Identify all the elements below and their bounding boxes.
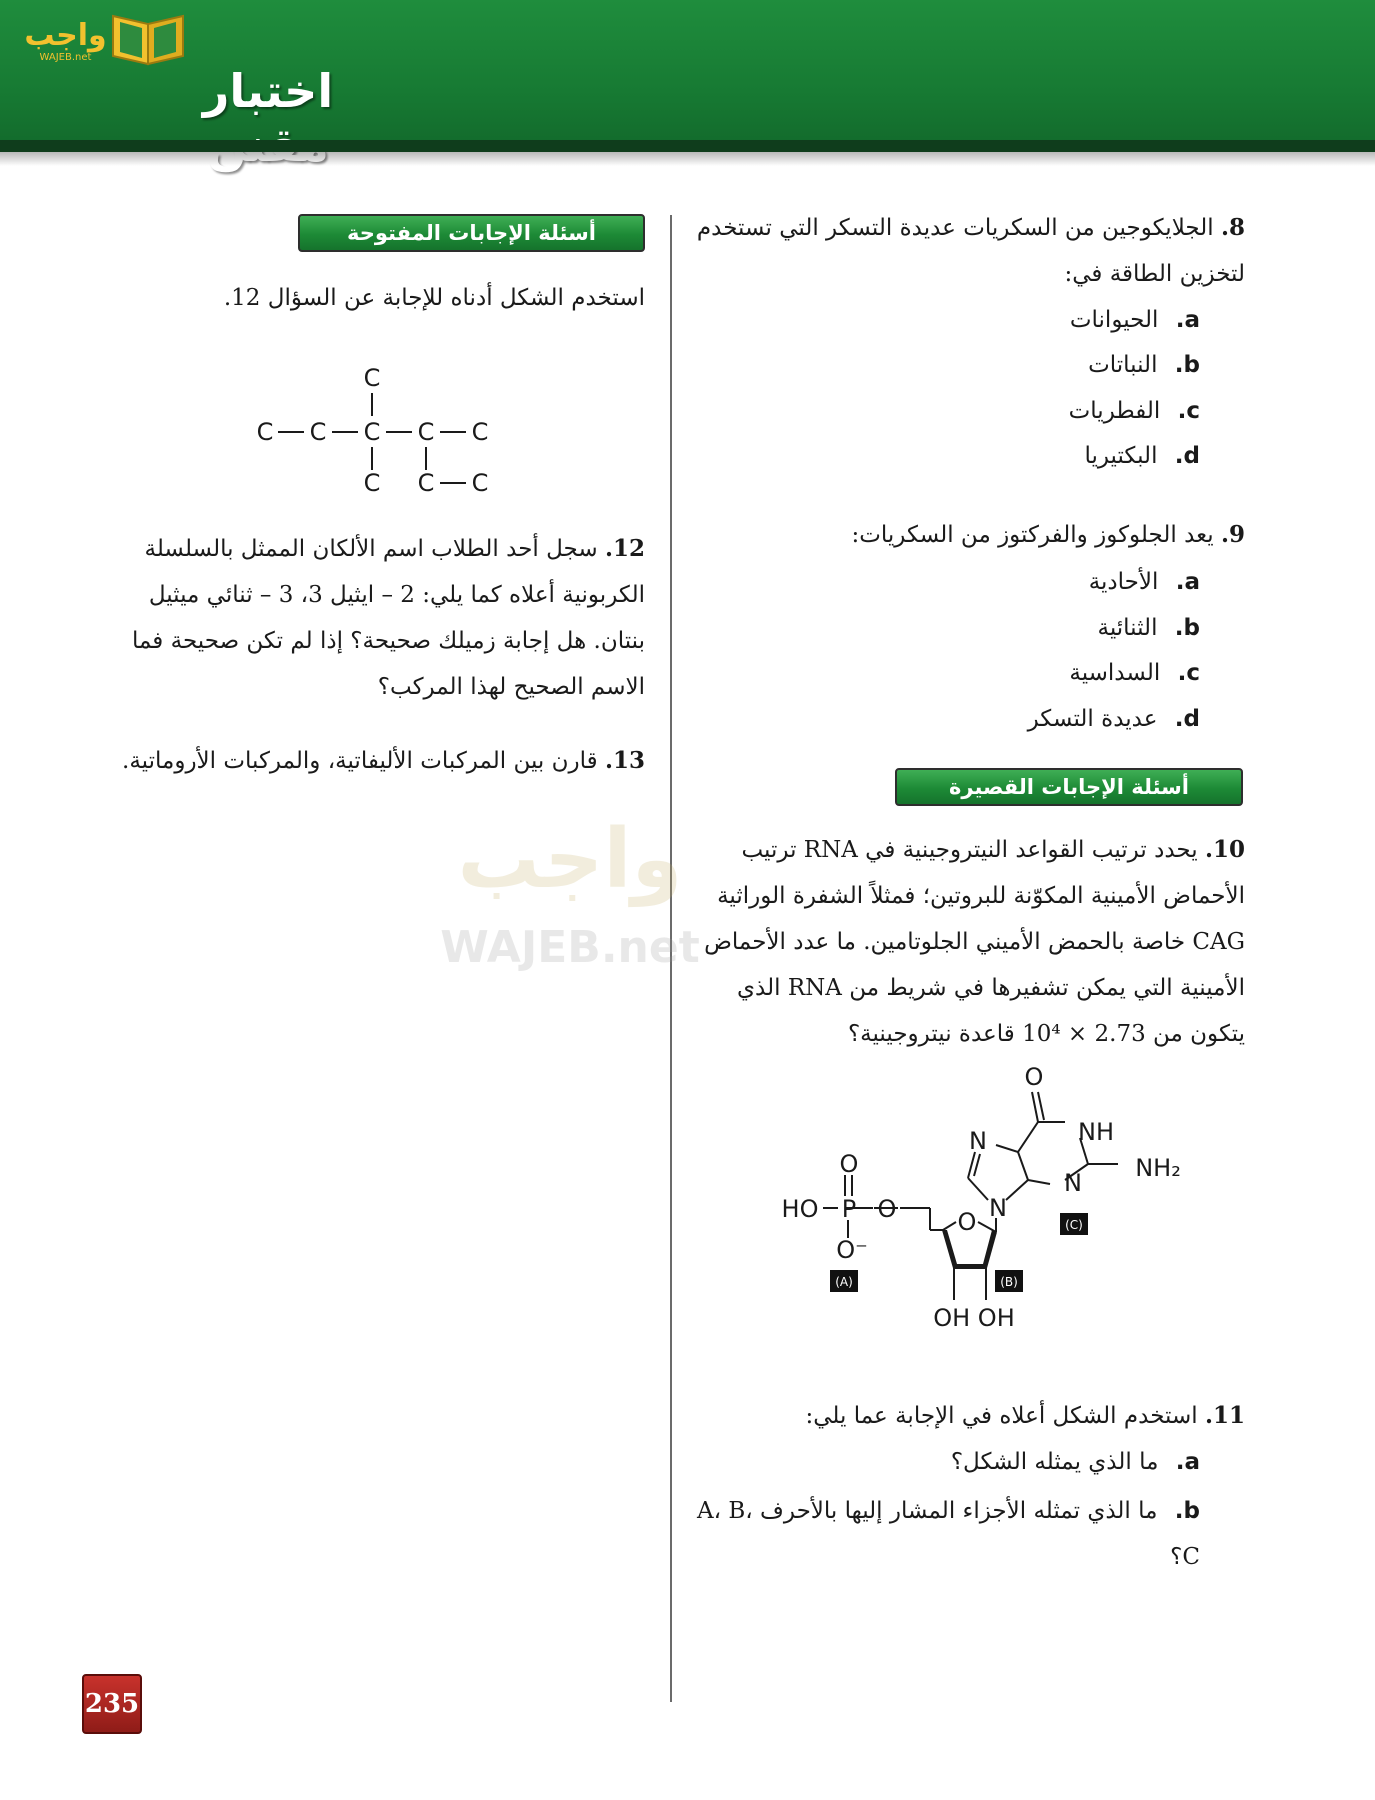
option-letter: a. [1175, 1449, 1200, 1475]
tag-c-text: (C) [1065, 1218, 1083, 1232]
question-9 [695, 512, 1245, 558]
page-title: اختبار [202, 64, 334, 118]
tag-a [830, 1270, 858, 1292]
option-text: الحيوانات [1069, 307, 1159, 333]
atom-c: C [363, 418, 381, 446]
option-b[interactable] [690, 1488, 1200, 1580]
question-number: 12. [604, 535, 645, 562]
question-text: يحدد ترتيب القواعد النيتروجينية في RNA ترتيب الأحماض الأمينية المكوّنة للبروتين؛ فمثلاً الشفرة الوراثية CAG خاصة بالحمض الأميني الجلوتامين. ما عدد الأحماض الأمينية التي يمكن تشفيرها في شريط من RNA الذي يتكون من 2.73 × 10⁴ قاعدة نيتروجينية؟ [704, 837, 1245, 1047]
question-text: يعد الجلوكوز والفركتوز من السكريات: [851, 522, 1214, 548]
atom-c: C [309, 418, 327, 446]
label-n: N [969, 1127, 987, 1155]
label-nh: NH [1078, 1118, 1114, 1146]
option-letter: c. [1177, 398, 1200, 424]
option-d[interactable] [1084, 436, 1200, 476]
label-p: P [841, 1195, 857, 1223]
bond [1018, 1152, 1028, 1180]
label-o: O [839, 1150, 859, 1178]
label-o-minus: O⁻ [836, 1236, 868, 1264]
bond [996, 1145, 1018, 1152]
option-text: الفطريات [1068, 398, 1161, 424]
option-letter: a. [1175, 569, 1200, 595]
carbon-chain-figure [250, 360, 500, 500]
nucleotide-figure [770, 1060, 1200, 1340]
option-c[interactable] [1069, 391, 1200, 431]
question-text: الجلايكوجين من السكريات عديدة التسكر التي تستخدم لتخزين الطاقة في: [696, 215, 1245, 287]
question-text: قارن بين المركبات الأليفاتية، والمركبات الأروماتية. [122, 748, 598, 774]
atom-c: C [417, 469, 435, 497]
option-letter: b. [1174, 352, 1200, 378]
option-letter: d. [1174, 706, 1200, 732]
option-text: ما الذي تمثله الأجزاء المشار إليها بالأحرف A، B، C؟ [697, 1498, 1200, 1570]
option-letter: a. [1175, 307, 1200, 333]
option-text: البكتيريا [1084, 443, 1158, 469]
question-text: سجل أحد الطلاب اسم الألكان الممثل بالسلسلة الكربونية أعلاه كما يلي: 2 – ايثيل 3، 3 – ثنائي ميثيل بنتان. هل إجابة زميلك صحيحة؟ إذا لم تكن صحيحة فما الاسم الصحيح لهذا المركب؟ [132, 536, 645, 700]
atom-c: C [363, 364, 381, 392]
label-nh2: NH₂ [1135, 1154, 1181, 1182]
bond [974, 1154, 980, 1176]
option-text: النباتات [1088, 352, 1158, 378]
option-text: ما الذي يمثله الشكل؟ [950, 1449, 1159, 1475]
tag-c [1060, 1213, 1088, 1235]
header-shadow [0, 152, 1375, 166]
bond [968, 1178, 988, 1200]
option-letter: d. [1174, 443, 1200, 469]
bond [1028, 1180, 1050, 1184]
option-b[interactable] [1098, 608, 1201, 648]
option-d[interactable] [1028, 699, 1200, 739]
question-13 [95, 738, 645, 784]
atom-c: C [471, 469, 489, 497]
option-text: عديدة التسكر [1027, 706, 1158, 732]
option-text: الأحادية [1088, 569, 1159, 595]
option-text: السداسية [1069, 660, 1161, 686]
question-11 [695, 1393, 1245, 1439]
option-a[interactable] [1089, 562, 1200, 602]
option-letter: b. [1174, 1498, 1200, 1524]
question-number: 11. [1204, 1402, 1245, 1429]
bond [978, 1222, 996, 1232]
option-a[interactable] [1070, 300, 1200, 340]
option-letter: c. [1177, 660, 1200, 686]
q12-intro: استخدم الشكل أدناه للإجابة عن السؤال 12. [223, 285, 645, 311]
atom-c: C [471, 418, 489, 446]
watermark-text: واجب [457, 812, 683, 907]
label-ohoh: OH OH [933, 1304, 1015, 1332]
label-o: O [1024, 1063, 1044, 1091]
question-12 [95, 526, 645, 710]
label-o: O [877, 1195, 897, 1223]
option-b[interactable] [1088, 345, 1200, 385]
atom-c: C [363, 469, 381, 497]
option-text: الثنائية [1097, 615, 1158, 641]
option-a[interactable] [680, 1442, 1200, 1482]
atom-c: C [256, 418, 274, 446]
bond [1032, 1092, 1038, 1122]
logo-text: واجب [24, 18, 107, 53]
page-number: 235 [82, 1674, 142, 1734]
tag-a-text: (A) [835, 1275, 853, 1289]
label-n: N [1064, 1169, 1082, 1197]
logo [8, 8, 193, 70]
label-o: O [957, 1208, 977, 1236]
header-stripe [0, 140, 1375, 152]
label-n: N [989, 1194, 1007, 1222]
question-number: 9. [1220, 521, 1245, 548]
bond [943, 1222, 956, 1230]
tag-b [995, 1270, 1023, 1292]
question-8 [695, 205, 1245, 297]
bond [1018, 1122, 1038, 1152]
logo-subtext: WAJEB.net [39, 52, 92, 63]
short-answers-section-title: أسئلة الإجابات القصيرة [895, 768, 1243, 806]
question-text: استخدم الشكل أعلاه في الإجابة عما يلي: [805, 1403, 1198, 1429]
question-number: 13. [604, 747, 645, 774]
option-c[interactable] [1069, 653, 1200, 693]
question-10 [695, 827, 1245, 1057]
bond [1006, 1180, 1028, 1200]
open-answers-section-title: أسئلة الإجابات المفتوحة [298, 214, 645, 252]
label-ho: HO [781, 1195, 819, 1223]
watermark-subtext: WAJEB.net [440, 922, 700, 973]
tag-b-text: (B) [1000, 1275, 1018, 1289]
question-number: 8. [1220, 214, 1245, 241]
option-letter: b. [1174, 615, 1200, 641]
question-number: 10. [1204, 836, 1245, 863]
bond [1038, 1092, 1044, 1120]
atom-c: C [417, 418, 435, 446]
header-banner [0, 0, 1375, 152]
watermark [440, 812, 700, 982]
